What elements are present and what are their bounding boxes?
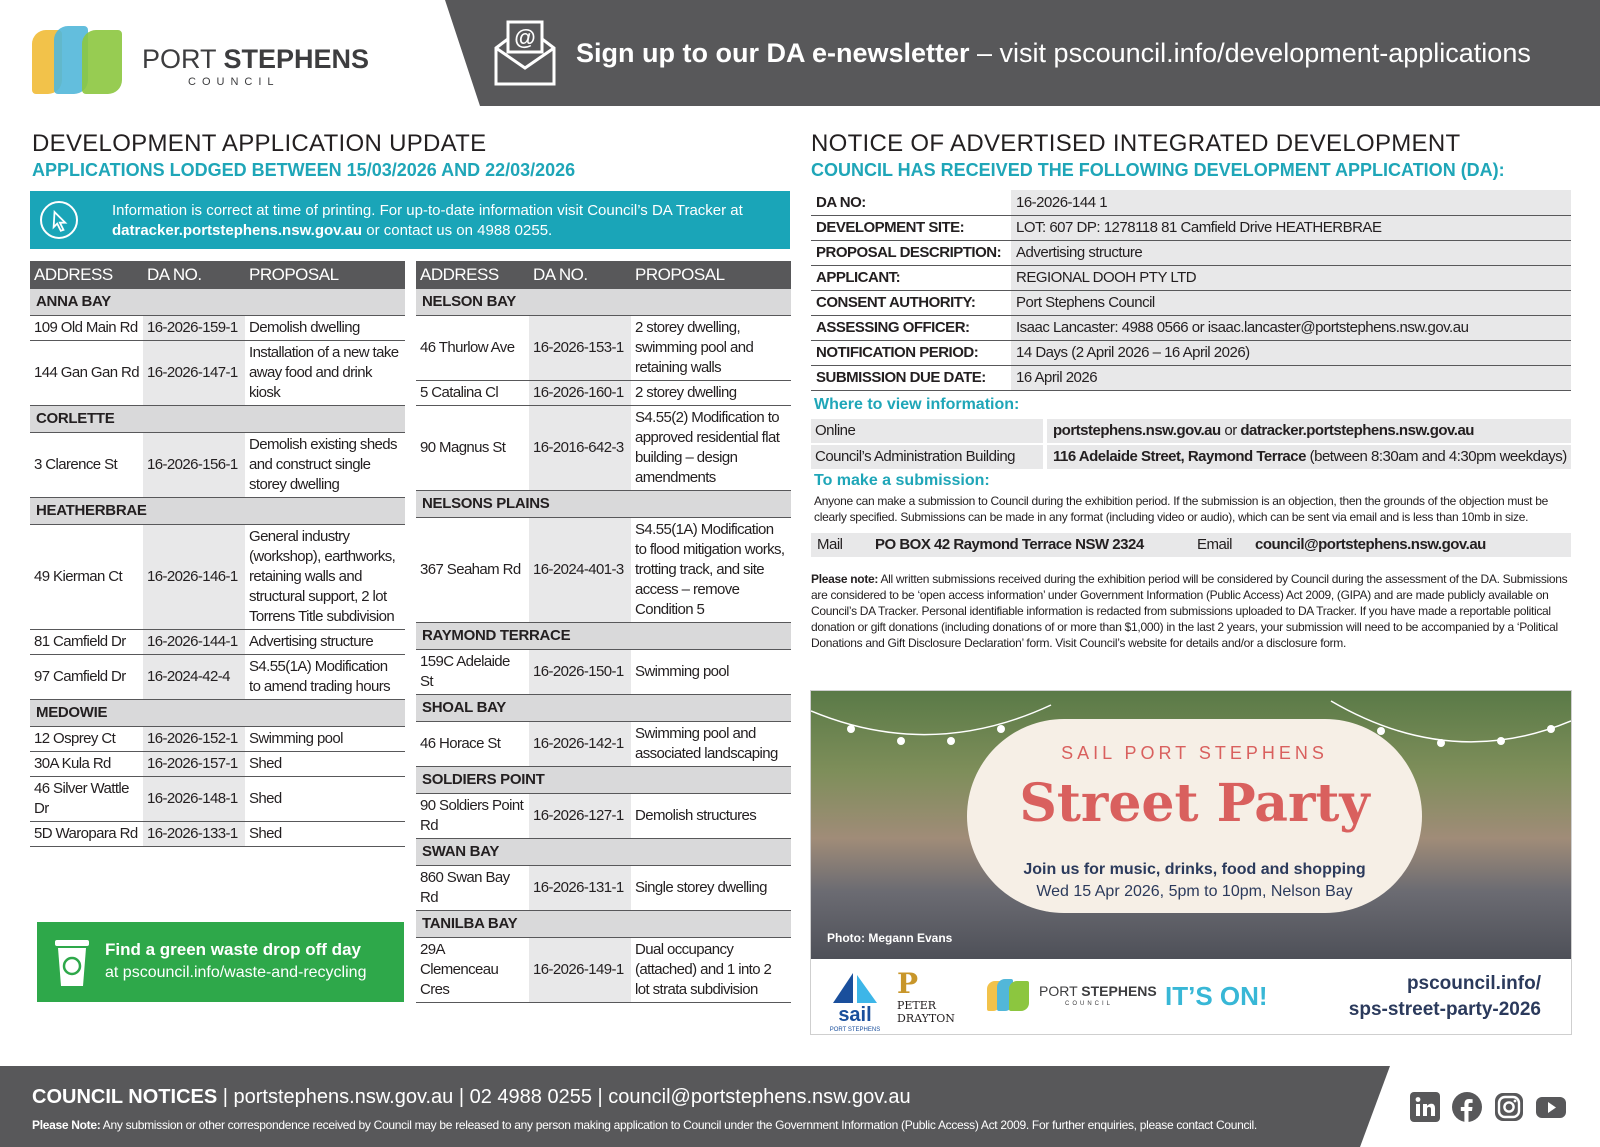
- da-table-left: [30, 261, 405, 847]
- online-link-2[interactable]: datracker.portstephens.nsw.gov.au: [1240, 422, 1474, 439]
- peter-drayton-logo: P PETER DRAYTON: [897, 969, 967, 1029]
- proposal-cell: Swimming pool: [245, 727, 405, 752]
- suburb-name: HEATHERBRAE: [30, 498, 405, 525]
- please-note-body: All written submissions received during the exhibition period will be considered by Council during the assessment of the DA. Submissions are considered to be ‘open access information’ under Government Information (Public Access) Act 2009, (GIPA) and are made publicly available on Council’s DA Tracker. Personal identifiable information is redacted from submissions uploaded to DA Tracker. If you have made a reportable political donation or gift donations (including donations of or more than $1,000) in the last 2 years, your submission will need to be accompanied by a ‘Political Donations and Gift Disclosure Declaration’ form. Visit Council’s website for details and/or a disclosure form.: [811, 572, 1568, 650]
- table-row: [30, 525, 405, 630]
- email-label: Email: [1197, 536, 1233, 553]
- address-cell: 46 Horace St: [416, 722, 529, 767]
- info-text-1: Information is correct at time of printing. For up-to-date information visit Council’s DA Tracker at: [112, 202, 743, 219]
- notice-field-value: Port Stephens Council: [1011, 290, 1571, 315]
- admin-row: [811, 445, 1571, 469]
- da-number-cell: 16-2016-642-3: [529, 406, 631, 491]
- suburb-name: NELSON BAY: [416, 289, 791, 316]
- ad-logo-strip: [811, 959, 1571, 1035]
- col-proposal: PROPOSAL: [631, 261, 791, 289]
- address-cell: 81 Camfield Dr: [30, 630, 143, 655]
- proposal-cell: Single storey dwelling: [631, 866, 791, 911]
- email-address[interactable]: council@portstephens.nsw.gov.au: [1255, 536, 1486, 553]
- proposal-cell: 2 storey dwelling, swimming pool and retaining walls: [631, 316, 791, 381]
- ad-council-logo: [987, 977, 1157, 1017]
- da-number-cell: 16-2026-150-1: [529, 650, 631, 695]
- notice-field-label: APPLICANT:: [811, 265, 1011, 290]
- table-row: [30, 777, 405, 822]
- da-number-cell: 16-2026-133-1: [143, 822, 245, 847]
- online-link-1[interactable]: portstephens.nsw.gov.au: [1053, 422, 1221, 439]
- ad-url-line2: sps-street-party-2026: [1348, 999, 1541, 1020]
- table-body-left: [30, 289, 405, 847]
- table-row: [30, 341, 405, 406]
- suburb-name: ANNA BAY: [30, 289, 405, 316]
- suburb-name: SWAN BAY: [416, 839, 791, 866]
- suburb-row: [416, 491, 791, 518]
- street-party-ad[interactable]: [810, 690, 1572, 1035]
- da-number-cell: 16-2026-157-1: [143, 752, 245, 777]
- ad-headline: Street Party: [1019, 773, 1370, 834]
- notice-title: NOTICE OF ADVERTISED INTEGRATED DEVELOPMENT: [811, 130, 1461, 157]
- address-cell: 159C Adelaide St: [416, 650, 529, 695]
- address-cell: 97 Camfield Dr: [30, 655, 143, 700]
- address-cell: 5 Catalina Cl: [416, 381, 529, 406]
- notice-row: [811, 365, 1571, 390]
- proposal-cell: Shed: [245, 777, 405, 822]
- ad-council-name-b: STEPHENS: [1081, 983, 1157, 999]
- col-da-no: DA NO.: [529, 261, 631, 289]
- address-cell: 90 Magnus St: [416, 406, 529, 491]
- da-number-cell: 16-2026-127-1: [529, 794, 631, 839]
- address-cell: 144 Gan Gan Rd: [30, 341, 143, 406]
- footer-note-text: Any submission or other correspondence received by Council may be released to any person making application to Council under the Government Information (Public Access) Act 2009. For further enquiries, please contact Council.: [100, 1118, 1257, 1132]
- da-number-cell: 16-2026-142-1: [529, 722, 631, 767]
- ad-url[interactable]: [1349, 971, 1541, 1023]
- mail-address: PO BOX 42 Raymond Terrace NSW 2324: [875, 536, 1144, 553]
- notice-field-label: PROPOSAL DESCRIPTION:: [811, 240, 1011, 265]
- table-body-middle: [416, 289, 791, 1003]
- email-at-icon: [492, 18, 558, 88]
- table-row: [416, 794, 791, 839]
- proposal-cell: 2 storey dwelling: [631, 381, 791, 406]
- ad-kicker: SAIL PORT STEPHENS: [1061, 743, 1328, 763]
- da-update-subtitle: APPLICATIONS LODGED BETWEEN 15/03/2026 AND 22/03/2026: [32, 160, 576, 180]
- da-number-cell: 16-2026-147-1: [143, 341, 245, 406]
- please-note-label: Please note:: [811, 572, 879, 586]
- notice-row: [811, 190, 1571, 215]
- da-tracker-link[interactable]: datracker.portstephens.nsw.gov.au: [112, 222, 363, 239]
- suburb-row: [30, 406, 405, 433]
- suburb-name: NELSONS PLAINS: [416, 491, 791, 518]
- green-waste-title: Find a green waste drop off day: [105, 940, 361, 959]
- notice-row: [811, 265, 1571, 290]
- ad-url-line1: pscouncil.info/: [1406, 973, 1541, 994]
- da-number-cell: 16-2026-159-1: [143, 316, 245, 341]
- da-number-cell: 16-2024-401-3: [529, 518, 631, 623]
- newsletter-signup-text[interactable]: Sign up to our DA e-newsletter – visit pscouncil.info/development-applications: [576, 38, 1531, 68]
- peter-text: PETER: [897, 999, 937, 1012]
- admin-hours: (between 8:30am and 4:30pm weekdays): [1305, 448, 1567, 465]
- mail-label: Mail: [817, 536, 843, 553]
- notice-subtitle: COUNCIL HAS RECEIVED THE FOLLOWING DEVELOPMENT APPLICATION (DA):: [811, 160, 1505, 180]
- notice-field-value: LOT: 607 DP: 1278118 81 Camfield Drive HEATHERBRAE: [1011, 215, 1571, 240]
- da-number-cell: 16-2026-156-1: [143, 433, 245, 498]
- where-to-view-title: Where to view information:: [814, 396, 1020, 413]
- notice-field-value: 14 Days (2 April 2026 – 16 April 2026): [1011, 340, 1571, 365]
- sail-logo: [825, 971, 885, 1033]
- col-da-no: DA NO.: [143, 261, 245, 289]
- proposal-cell: Shed: [245, 822, 405, 847]
- da-number-cell: 16-2026-146-1: [143, 525, 245, 630]
- submission-text: Anyone can make a submission to Council during the exhibition period. If the submission is an objection, then the grounds of the objection must be clearly specified. Submissions can be made in any format (including video or audio), which can be sent via email and is less than 10mb in size.: [814, 494, 1548, 524]
- admin-address: 116 Adelaide Street, Raymond Terrace: [1053, 448, 1306, 465]
- da-number-cell: 16-2026-160-1: [529, 381, 631, 406]
- footer-label: COUNCIL NOTICES: [32, 1086, 218, 1108]
- notice-row: [811, 290, 1571, 315]
- info-banner: [30, 191, 790, 249]
- table-row: [30, 316, 405, 341]
- suburb-name: MEDOWIE: [30, 700, 405, 727]
- col-proposal: PROPOSAL: [245, 261, 405, 289]
- footer-bar: [0, 1066, 1600, 1147]
- ad-tagline: Join us for music, drinks, food and shopping: [1023, 861, 1366, 878]
- svg-text:@: @: [514, 25, 536, 50]
- ad-oval-panel: [967, 719, 1422, 913]
- suburb-name: SOLDIERS POINT: [416, 767, 791, 794]
- proposal-cell: Swimming pool and associated landscaping: [631, 722, 791, 767]
- green-waste-banner[interactable]: [37, 922, 404, 1002]
- suburb-row: [416, 911, 791, 938]
- online-label: Online: [811, 419, 1043, 443]
- address-cell: 46 Silver Wattle Dr: [30, 777, 143, 822]
- suburb-row: [416, 839, 791, 866]
- proposal-cell: S4.55(2) Modification to approved residential flat building – design amendments: [631, 406, 791, 491]
- make-submission-title: To make a submission:: [814, 472, 990, 489]
- footer-note: [32, 1118, 1257, 1132]
- notice-row: [811, 240, 1571, 265]
- social-icons: [1360, 1066, 1600, 1147]
- footer-sep: |: [217, 1086, 234, 1108]
- suburb-row: [416, 695, 791, 722]
- da-table-middle: [416, 261, 791, 1003]
- proposal-cell: General industry (workshop), earthworks, retaining walls and structural support, 2 lot Torrens Title subdivision: [245, 525, 405, 630]
- drayton-text: DRAYTON: [897, 1012, 955, 1025]
- suburb-row: [416, 289, 791, 316]
- notice-field-value: Isaac Lancaster: 4988 0566 or isaac.lancaster@portstephens.nsw.gov.au: [1011, 315, 1571, 340]
- table-row: [416, 518, 791, 623]
- sail-logo-text: sail: [838, 1004, 872, 1026]
- da-number-cell: 16-2026-131-1: [529, 866, 631, 911]
- notice-details-table: [811, 190, 1571, 391]
- notice-row: [811, 340, 1571, 365]
- port-stephens-logo: [32, 26, 370, 106]
- address-cell: 46 Thurlow Ave: [416, 316, 529, 381]
- photo-credit: Photo: Megann Evans: [827, 931, 953, 945]
- notice-field-value: 16-2026-144 1: [1011, 190, 1571, 215]
- proposal-cell: Installation of a new take away food and drink kiosk: [245, 341, 405, 406]
- please-note-text: [811, 571, 1571, 651]
- da-number-cell: 16-2026-148-1: [143, 777, 245, 822]
- table-row: [416, 866, 791, 911]
- table-row: [416, 722, 791, 767]
- proposal-cell: Swimming pool: [631, 650, 791, 695]
- notice-field-label: DA NO:: [811, 190, 1011, 215]
- address-cell: 30A Kula Rd: [30, 752, 143, 777]
- notice-field-label: NOTIFICATION PERIOD:: [811, 340, 1011, 365]
- address-cell: 12 Osprey Ct: [30, 727, 143, 752]
- address-cell: 90 Soldiers Point Rd: [416, 794, 529, 839]
- da-number-cell: 16-2024-42-4: [143, 655, 245, 700]
- logo-subtext: COUNCIL: [188, 76, 280, 88]
- notice-field-value: 16 April 2026: [1011, 365, 1571, 390]
- notice-field-value: REGIONAL DOOH PTY LTD: [1011, 265, 1571, 290]
- suburb-row: [416, 767, 791, 794]
- footer-note-label: Please Note:: [32, 1118, 101, 1132]
- green-waste-link[interactable]: at pscouncil.info/waste-and-recycling: [105, 964, 367, 981]
- suburb-row: [30, 289, 405, 316]
- table-row: [30, 655, 405, 700]
- address-cell: 860 Swan Bay Rd: [416, 866, 529, 911]
- proposal-cell: S4.55(1A) Modification to amend trading hours: [245, 655, 405, 700]
- footer-sep: |: [591, 1086, 609, 1108]
- cursor-click-icon: [40, 201, 78, 239]
- notice-row: [811, 215, 1571, 240]
- proposal-cell: S4.55(1A) Modification to flood mitigation works, trotting track, and site access – remove Condition 5: [631, 518, 791, 623]
- table-row: [30, 752, 405, 777]
- proposal-cell: Shed: [245, 752, 405, 777]
- sail-logo-sub: PORT STEPHENS: [829, 1027, 881, 1033]
- notice-field-value: Advertising structure: [1011, 240, 1571, 265]
- notice-row: [811, 315, 1571, 340]
- table-row: [416, 938, 791, 1003]
- table-row: [30, 727, 405, 752]
- mail-email-row: [811, 533, 1571, 557]
- suburb-row: [416, 623, 791, 650]
- table-row: [416, 381, 791, 406]
- facebook-icon[interactable]: [1452, 1092, 1482, 1122]
- da-number-cell: 16-2026-152-1: [143, 727, 245, 752]
- footer-contacts: [32, 1086, 911, 1109]
- notice-field-label: ASSESSING OFFICER:: [811, 315, 1011, 340]
- table-row: [30, 433, 405, 498]
- suburb-row: [30, 498, 405, 525]
- da-number-cell: 16-2026-144-1: [143, 630, 245, 655]
- proposal-cell: Demolish existing sheds and construct single storey dwelling: [245, 433, 405, 498]
- ad-council-sub: COUNCIL: [1065, 1001, 1114, 1007]
- table-row: [30, 822, 405, 847]
- notice-field-label: DEVELOPMENT SITE:: [811, 215, 1011, 240]
- suburb-name: SHOAL BAY: [416, 695, 791, 722]
- youtube-icon[interactable]: [1536, 1092, 1566, 1122]
- info-text-2: or contact us on 4988 0255.: [362, 222, 553, 239]
- instagram-icon[interactable]: [1494, 1092, 1524, 1122]
- col-address: ADDRESS: [416, 261, 529, 289]
- address-cell: 5D Waropara Rd: [30, 822, 143, 847]
- da-update-title: DEVELOPMENT APPLICATION UPDATE: [32, 130, 487, 157]
- online-row: [811, 419, 1571, 443]
- suburb-row: [30, 700, 405, 727]
- footer-sep: |: [453, 1086, 470, 1108]
- address-cell: 3 Clarence St: [30, 433, 143, 498]
- address-cell: 109 Old Main Rd: [30, 316, 143, 341]
- col-address: ADDRESS: [30, 261, 143, 289]
- address-cell: 367 Seaham Rd: [416, 518, 529, 623]
- table-row: [416, 316, 791, 381]
- its-on-logo: IT’S ON!: [1165, 981, 1268, 1011]
- proposal-cell: Dual occupancy (attached) and 1 into 2 lot strata subdivision: [631, 938, 791, 1003]
- suburb-name: TANILBA BAY: [416, 911, 791, 938]
- notice-field-label: CONSENT AUTHORITY:: [811, 290, 1011, 315]
- footer-email[interactable]: council@portstephens.nsw.gov.au: [608, 1086, 911, 1108]
- sail-icon: [825, 971, 885, 1007]
- table-row: [416, 406, 791, 491]
- online-or: or: [1220, 422, 1241, 439]
- proposal-cell: Advertising structure: [245, 630, 405, 655]
- linkedin-icon[interactable]: [1410, 1092, 1440, 1122]
- notice-field-label: SUBMISSION DUE DATE:: [811, 365, 1011, 390]
- table-row: [416, 650, 791, 695]
- recycle-bin-icon: [53, 936, 91, 988]
- da-number-cell: 16-2026-153-1: [529, 316, 631, 381]
- admin-label: Council’s Administration Building: [811, 445, 1043, 469]
- table-row: [30, 630, 405, 655]
- proposal-cell: Demolish structures: [631, 794, 791, 839]
- ad-date: Wed 15 Apr 2026, 5pm to 10pm, Nelson Bay: [1036, 883, 1353, 900]
- ad-council-name-a: PORT: [1039, 983, 1082, 999]
- address-cell: 49 Kierman Ct: [30, 525, 143, 630]
- suburb-name: CORLETTE: [30, 406, 405, 433]
- suburb-name: RAYMOND TERRACE: [416, 623, 791, 650]
- proposal-cell: Demolish dwelling: [245, 316, 405, 341]
- logo-text: PORT STEPHENS: [142, 44, 370, 74]
- da-number-cell: 16-2026-149-1: [529, 938, 631, 1003]
- footer-phone[interactable]: 02 4988 0255: [469, 1086, 592, 1108]
- address-cell: 29A Clemenceau Cres: [416, 938, 529, 1003]
- footer-website[interactable]: portstephens.nsw.gov.au: [233, 1086, 454, 1108]
